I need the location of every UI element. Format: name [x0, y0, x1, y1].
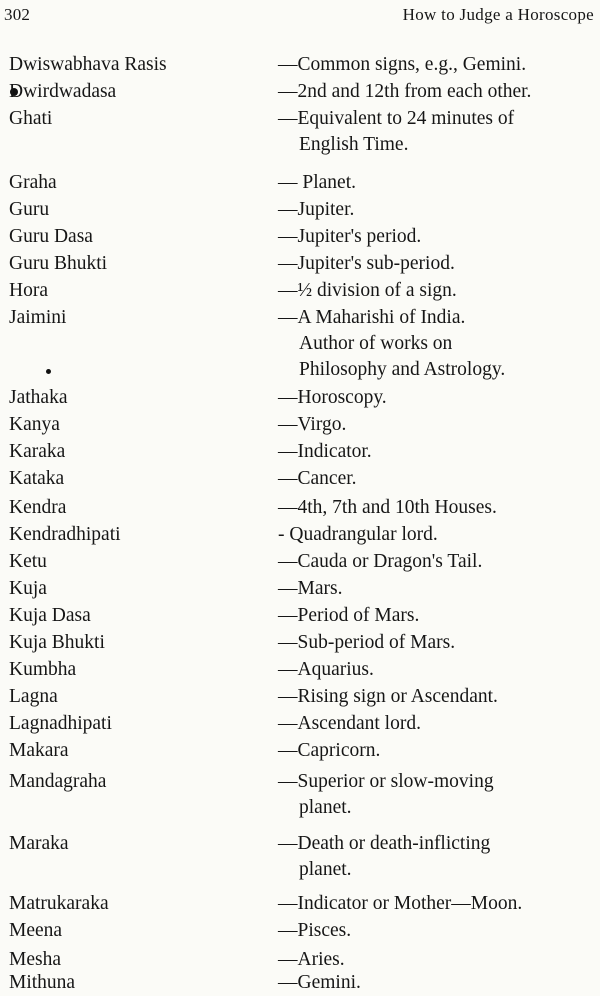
- definition-line: —½ division of a sign.: [278, 280, 457, 301]
- glossary-term: Kuja Bhukti: [9, 632, 105, 653]
- glossary-definition: [278, 52, 598, 78]
- glossary-definition: [278, 278, 598, 304]
- definition-line: planet.: [299, 797, 352, 818]
- glossary-term: Ghati: [9, 108, 53, 129]
- definition-line: —2nd and 12th from each other.: [278, 81, 532, 102]
- definition-line: —Period of Mars.: [278, 605, 420, 626]
- definition-line: —Aries.: [278, 949, 345, 970]
- glossary-definition: [278, 439, 598, 465]
- glossary-term: Dwiswabhava Rasis: [9, 54, 167, 75]
- definition-line: —Equivalent to 24 minutes of: [278, 108, 515, 129]
- definition-line: Philosophy and Astrology.: [299, 359, 506, 380]
- glossary-term: Kataka: [9, 468, 65, 489]
- glossary-definition: [278, 466, 598, 492]
- glossary-definition: [278, 970, 598, 996]
- definition-line: —Mars.: [278, 578, 343, 599]
- running-head: How to Judge a Horoscope: [402, 5, 594, 24]
- glossary-term: Hora: [9, 280, 48, 301]
- glossary-term: Lagnadhipati: [9, 713, 112, 734]
- glossary-definition: [278, 831, 598, 883]
- glossary-term: Karaka: [9, 441, 66, 462]
- definition-line: —Jupiter's sub-period.: [278, 253, 455, 274]
- definition-line: —Indicator.: [278, 441, 372, 462]
- definition-line: —Pisces.: [278, 920, 352, 941]
- definition-line: Author of works on: [299, 333, 453, 354]
- glossary-term: Lagna: [9, 686, 58, 707]
- definition-line: —4th, 7th and 10th Houses.: [278, 497, 497, 518]
- glossary-definition: [278, 549, 598, 575]
- print-mark-small-dot: [46, 369, 51, 374]
- glossary-definition: [278, 197, 598, 223]
- page-number: 302: [4, 5, 31, 24]
- glossary-definition: [278, 738, 598, 764]
- definition-line: —Gemini.: [278, 972, 361, 993]
- definition-line: —Common signs, e.g., Gemini.: [278, 54, 527, 75]
- glossary-term: Matrukaraka: [9, 893, 109, 914]
- glossary-definition: [278, 224, 598, 250]
- glossary-definition: [278, 79, 598, 105]
- glossary-definition: [278, 385, 598, 411]
- definition-line: —Death or death-inflicting: [278, 833, 491, 854]
- definition-line: planet.: [299, 859, 352, 880]
- glossary-term: Ketu: [9, 551, 47, 572]
- glossary-definition: [278, 412, 598, 438]
- glossary-term: Guru Dasa: [9, 226, 93, 247]
- glossary-term: Kuja: [9, 578, 47, 599]
- definition-line: — Planet.: [278, 172, 356, 193]
- glossary-definition: [278, 522, 598, 548]
- glossary-definition: [278, 684, 598, 710]
- definition-line: —Aquarius.: [278, 659, 374, 680]
- definition-line: —Jupiter.: [278, 199, 355, 220]
- glossary-term: Mithuna: [9, 972, 76, 993]
- glossary-term: Meena: [9, 920, 63, 941]
- glossary-term: Kumbha: [9, 659, 77, 680]
- glossary-term: Guru: [9, 199, 50, 220]
- glossary-term: Kendradhipati: [9, 524, 121, 545]
- definition-line: —Cancer.: [278, 468, 357, 489]
- definition-line: —Ascendant lord.: [278, 713, 421, 734]
- definition-line: —Virgo.: [278, 414, 347, 435]
- definition-line: —Sub-period of Mars.: [278, 632, 456, 653]
- glossary-definition: [278, 305, 598, 383]
- glossary-definition: [278, 891, 598, 917]
- glossary-definition: [278, 711, 598, 737]
- glossary-definition: [278, 170, 598, 196]
- glossary-term: Kuja Dasa: [9, 605, 91, 626]
- glossary-term: Dwirdwadasa: [9, 81, 117, 102]
- definition-line: —Jupiter's period.: [278, 226, 422, 247]
- glossary-term: Mandagraha: [9, 771, 107, 792]
- glossary-definition: [278, 769, 598, 821]
- glossary-term: Mesha: [9, 949, 61, 970]
- glossary-definition: [278, 251, 598, 277]
- glossary-definition: [278, 918, 598, 944]
- definition-line: - Quadrangular lord.: [278, 524, 438, 545]
- glossary-definition: [278, 657, 598, 683]
- glossary-definition: [278, 603, 598, 629]
- glossary-term: Kanya: [9, 414, 60, 435]
- glossary-term: Guru Bhukti: [9, 253, 108, 274]
- glossary-term: Jathaka: [9, 387, 68, 408]
- glossary-term: Kendra: [9, 497, 67, 518]
- definition-line: —Capricorn.: [278, 740, 381, 761]
- glossary-term: Maraka: [9, 833, 69, 854]
- definition-line: —Horoscopy.: [278, 387, 387, 408]
- definition-line: —Rising sign or Ascendant.: [278, 686, 498, 707]
- definition-line: —Indicator or Mother—Moon.: [278, 893, 523, 914]
- definition-line: —Cauda or Dragon's Tail.: [278, 551, 483, 572]
- definition-line: —A Maharishi of India.: [278, 307, 466, 328]
- definition-line: —Superior or slow-moving: [278, 771, 494, 792]
- definition-line: English Time.: [299, 134, 409, 155]
- glossary-term: Makara: [9, 740, 69, 761]
- glossary-definition: [278, 106, 598, 158]
- glossary-term: Graha: [9, 172, 57, 193]
- glossary-term: Jaimini: [9, 307, 67, 328]
- glossary-definition: [278, 630, 598, 656]
- glossary-definition: [278, 495, 598, 521]
- glossary-definition: [278, 576, 598, 602]
